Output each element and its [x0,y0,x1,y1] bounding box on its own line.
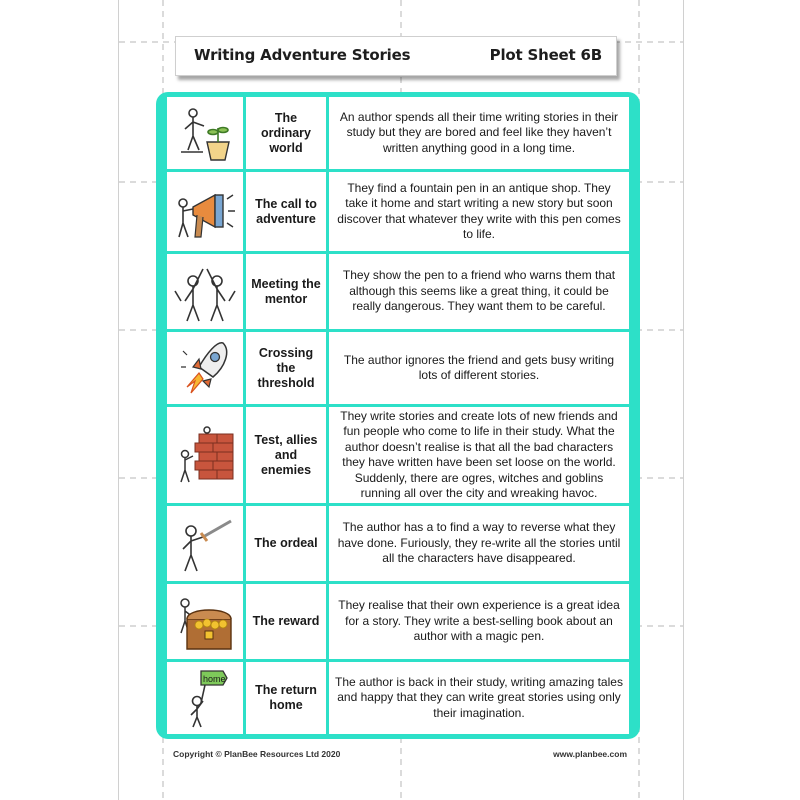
stage-description: The author has a to find a way to reverse what they have done. Furiously, they re-write all the stories until all the characters have disappeared. [329,506,629,581]
title-bar [175,36,617,76]
stage-description: The author ignores the friend and gets busy writing lots of different stories. [329,332,629,404]
plant-icon [167,97,243,169]
brick-wall-icon [167,407,243,503]
stage-description: They write stories and create lots of new friends and fun people who come to life in their study. What the author doesn’t realise is that all the bad characters they have written have been set loose on the world. Suddenly, there are ogres, witches and goblins running all over the city and wreaking havoc. [329,407,629,503]
stage-description: An author spends all their time writing stories in their study but they are bored and feel like they haven’t written anything good in a long time. [329,97,629,169]
sheet-label: Plot Sheet 6B [489,46,602,64]
megaphone-icon [167,172,243,251]
stage-description: They find a fountain pen in an antique shop. They take it home and start writing a new story but soon discover that whatever they write with this pen comes to life. [329,172,629,251]
stage-label: The return home [246,662,326,734]
stage-label: The ordeal [246,506,326,581]
stage-label: Crossing the threshold [246,332,326,404]
high-five-icon [167,254,243,329]
table-row [167,332,629,404]
sword-icon [167,506,243,581]
table-row [167,662,629,734]
home-sign-text: home [203,674,226,684]
rocket-icon [167,332,243,404]
page-title: Writing Adventure Stories [194,46,411,64]
copyright-text: Copyright © PlanBee Resources Ltd 2020 [173,749,341,759]
stage-label: The reward [246,584,326,659]
home-sign-icon [167,662,243,734]
treasure-chest-icon [167,584,243,659]
table-row [167,407,629,503]
table-row [167,584,629,659]
worksheet-page [118,0,684,800]
stage-description: The author is back in their study, writing amazing tales and happy that they can write great stories using only their imagination. [329,662,629,734]
stage-label: The call to adventure [246,172,326,251]
table-row [167,254,629,329]
stage-label: The ordinary world [246,97,326,169]
stage-label: Meeting the mentor [246,254,326,329]
stage-description: They show the pen to a friend who warns them that although this seems like a great thing, it could be really dangerous. They want them to be careful. [329,254,629,329]
website-link[interactable]: www.planbee.com [553,749,627,759]
table-row [167,172,629,251]
table-row [167,97,629,169]
stage-label: Test, allies and enemies [246,407,326,503]
table-row [167,506,629,581]
stage-description: They realise that their own experience is a great idea for a story. They write a best-selling book about an author with a magic pen. [329,584,629,659]
